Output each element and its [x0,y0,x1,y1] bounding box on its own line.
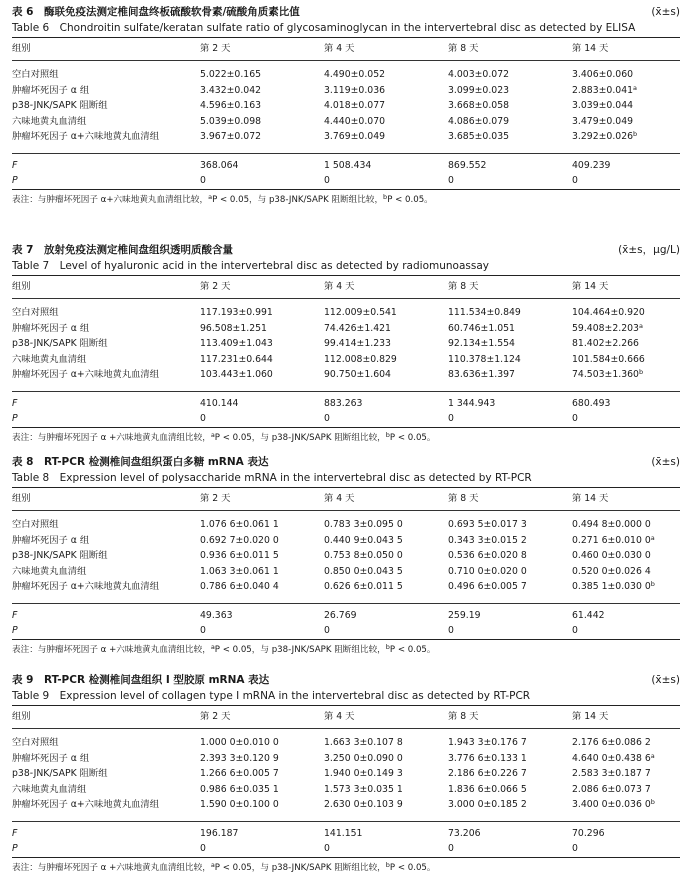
row-label: 肿瘤坏死因子 α 组 [12,534,90,546]
cell: 110.378±1.124 [448,353,521,365]
cell: 5.022±0.165 [200,69,262,80]
header-group: 组别 [12,43,31,54]
cell-value: 3.400 0±0.036 0 [572,799,651,810]
table-note [12,858,680,878]
note-part: P < 0.05，与 p38-JNK/SAPK 阻断组比较， [214,644,386,655]
stat-label: F [12,159,18,171]
cell: 410.144 [200,397,239,409]
table-row [12,579,680,595]
cell: 0.626 6±0.011 5 [324,581,403,592]
cell: 61.442 [572,609,605,621]
cell: 0 [324,175,330,186]
table-8 [12,454,680,660]
cell: 1.940 0±0.149 3 [324,768,403,779]
table-note [12,428,680,448]
cell: 73.206 [448,827,481,839]
table-row [12,517,680,533]
cell: 92.134±1.554 [448,338,515,349]
cell: 0.692 7±0.020 0 [200,534,279,546]
table-row [12,766,680,782]
cell: 0.693 5±0.017 3 [448,519,527,530]
table-row [12,83,680,99]
cell: 4.490±0.052 [324,69,386,80]
unit-label: (x̄±s) [651,674,680,686]
cell-with-mark [572,321,680,337]
caption-en: Table 9 Expression level of collagen type I mRNA in the intervertebral disc as detected by RT-PCR [12,690,531,702]
cell: 0.460 0±0.030 0 [572,550,651,561]
cell: 2.630 0±0.103 9 [324,799,403,810]
cell: 0 [572,625,578,636]
stat-label: P [12,175,18,186]
header-group: 组别 [12,281,31,292]
row-label: 肿瘤坏死因子 α 组 [12,322,90,334]
cell: 113.409±1.043 [200,338,273,349]
cell: 0 [324,625,330,636]
unit-label: (x̄±s) [651,6,680,18]
table-row [12,564,680,580]
stats-row-p [12,411,680,427]
header-day4: 第 4 天 [324,281,355,292]
row-label: p38-JNK/SAPK 阻断组 [12,338,108,349]
cell: 3.769±0.049 [324,131,386,142]
cell: 1.000 0±0.010 0 [200,737,279,748]
sig-mark: b [638,368,644,376]
stats-row-f [12,608,680,624]
cell-value: 2.883±0.041 [572,84,634,96]
cell: 0 [200,175,206,186]
cell-value: 0.271 6±0.010 0 [572,534,651,546]
cell: 3.432±0.042 [200,84,262,96]
cell: 883.263 [324,397,363,409]
stats-row-p [12,623,680,639]
cell: 103.443±1.060 [200,369,273,380]
note-part: P < 0.05，与 p38-JNK/SAPK 阻断组比较， [214,432,386,443]
cell: 1.943 3±0.176 7 [448,737,527,748]
cell: 104.464±0.920 [572,307,645,318]
cell: 0.710 0±0.020 0 [448,565,527,577]
cell: 70.296 [572,827,605,839]
cell: 4.003±0.072 [448,69,510,80]
note-mark: a [210,642,215,651]
cell: 0.496 6±0.005 7 [448,581,527,592]
header-row [12,276,680,298]
stat-label: F [12,397,18,409]
row-label: 六味地黄丸血清组 [12,783,87,795]
caption-en: Table 6 Chondroitin sulfate/keratan sulfate ratio of glycosaminoglycan in the intervertebral disc as detected by ELISA [12,22,636,34]
note-part: P < 0.05，与 p38-JNK/SAPK 阻断组比较， [212,194,384,205]
cell: 0.440 9±0.043 5 [324,534,403,546]
cell: 81.402±2.266 [572,338,639,349]
note-part: 表注：与肿瘤坏死因子 α +六味地黄丸血清组比较， [12,862,211,873]
header-day14: 第 14 天 [572,281,609,292]
cell: 1.836 6±0.066 5 [448,783,527,795]
cell: 2.086 6±0.073 7 [572,783,651,795]
cell-with-mark [572,533,680,549]
cell-value: 3.292±0.026 [572,131,634,142]
cell: 3.250 0±0.090 0 [324,752,403,764]
cell: 1.590 0±0.100 0 [200,799,279,810]
cell: 680.493 [572,397,611,409]
cell: 1.663 3±0.107 8 [324,737,403,748]
cell-value: 59.408±2.203 [572,322,639,334]
cell: 0 [200,843,206,854]
row-label: 肿瘤坏死因子 α+六味地黄丸血清组 [12,131,160,142]
row-label: 肿瘤坏死因子 α+六味地黄丸血清组 [12,581,160,592]
row-label: 肿瘤坏死因子 α+六味地黄丸血清组 [12,369,160,380]
cell: 2.186 6±0.226 7 [448,768,527,779]
header-day4: 第 4 天 [324,43,355,54]
cell-with-mark [572,129,680,145]
sig-mark: a [650,751,655,760]
table-6 [12,4,680,210]
table-row [12,305,680,321]
row-label: 肿瘤坏死因子 α 组 [12,752,90,764]
header-day2: 第 2 天 [200,711,231,722]
table-caption [12,242,680,275]
row-label: p38-JNK/SAPK 阻断组 [12,100,108,111]
cell: 0 [200,625,206,636]
cell: 117.193±0.991 [200,307,273,318]
caption-zh: 表 8 RT-PCR 检测椎间盘组织蛋白多糖 mRNA 表达 [12,456,269,468]
stats-row-p [12,173,680,189]
table-row [12,367,680,383]
cell: 1.266 6±0.005 7 [200,768,279,779]
row-label: 肿瘤坏死因子 α 组 [12,84,90,96]
table-row [12,352,680,368]
cell: 3.099±0.023 [448,84,510,96]
cell: 0 [448,175,454,186]
cell: 0.494 8±0.000 0 [572,519,651,530]
header-row [12,38,680,60]
table-caption [12,672,680,705]
table-7 [12,242,680,448]
cell: 0.786 6±0.040 4 [200,581,279,592]
cell: 1.076 6±0.061 1 [200,519,279,530]
header-day2: 第 2 天 [200,281,231,292]
header-day4: 第 4 天 [324,493,355,504]
cell: 0 [448,843,454,854]
table-note [12,640,680,660]
row-label: 空白对照组 [12,307,59,318]
stat-label: P [12,413,18,424]
caption-zh: 表 9 RT-PCR 检测椎间盘组织 Ⅰ 型胶原 mRNA 表达 [12,674,270,686]
cell: 141.151 [324,827,363,839]
header-row [12,706,680,728]
sig-mark: a [633,83,638,92]
cell: 196.187 [200,827,239,839]
cell: 0 [200,413,206,424]
cell: 112.009±0.541 [324,307,397,318]
caption-zh: 表 6 酶联免疫法测定椎间盘终板硫酸软骨素/硫酸角质素比值 [12,6,300,18]
stat-label: F [12,609,18,621]
cell: 4.440±0.070 [324,115,386,127]
cell: 117.231±0.644 [200,353,273,365]
row-label: p38-JNK/SAPK 阻断组 [12,768,108,779]
row-label: 六味地黄丸血清组 [12,565,87,577]
cell: 0.986 6±0.035 1 [200,783,279,795]
row-label: 六味地黄丸血清组 [12,115,87,127]
unit-label: (x̄±s，μg/L) [618,244,680,256]
cell: 0.850 0±0.043 5 [324,565,403,577]
cell: 3.776 6±0.133 1 [448,752,527,764]
cell: 3.479±0.049 [572,115,634,127]
table-row [12,67,680,83]
cell: 60.746±1.051 [448,322,515,334]
sig-mark: a [650,533,655,542]
cell: 0.936 6±0.011 5 [200,550,279,561]
cell: 0 [448,625,454,636]
caption-en: Table 7 Level of hyaluronic acid in the intervertebral disc as detected by radiomunoassay [12,260,489,272]
cell: 3.668±0.058 [448,100,510,111]
cell: 26.769 [324,609,357,621]
table-row [12,114,680,130]
note-part: P < 0.05，与 p38-JNK/SAPK 阻断组比较， [214,862,386,873]
table-row [12,129,680,145]
cell: 409.239 [572,159,611,171]
header-day8: 第 8 天 [448,43,479,54]
note-mark: a [210,430,215,439]
cell: 101.584±0.666 [572,353,645,365]
header-day14: 第 14 天 [572,43,609,54]
note-part: 表注：与肿瘤坏死因子 α +六味地黄丸血清组比较， [12,432,211,443]
cell: 90.750±1.604 [324,369,391,380]
header-day2: 第 2 天 [200,43,231,54]
note-mark: a [208,192,213,201]
cell: 0.783 3±0.095 0 [324,519,403,530]
cell: 3.039±0.044 [572,100,634,111]
stats-row-f [12,396,680,412]
row-label: 六味地黄丸血清组 [12,353,87,365]
cell: 0.343 3±0.015 2 [448,534,527,546]
note-part: P < 0.05。 [389,862,436,873]
cell: 1 508.434 [324,159,372,171]
cell: 1.063 3±0.061 1 [200,565,279,577]
cell: 0 [572,843,578,854]
row-label: p38-JNK/SAPK 阻断组 [12,550,108,561]
note-mark: b [385,430,390,439]
stats-row-f [12,826,680,842]
table-row [12,321,680,337]
cell: 2.176 6±0.086 2 [572,737,651,748]
table-note [12,190,680,210]
cell: 869.552 [448,159,487,171]
cell: 3.967±0.072 [200,131,262,142]
header-group: 组别 [12,711,31,722]
cell-value: 4.640 0±0.438 6 [572,752,651,764]
table-row [12,751,680,767]
caption-zh: 表 7 放射免疫法测定椎间盘组织透明质酸含量 [12,244,233,256]
cell: 0.536 6±0.020 8 [448,550,527,561]
cell-with-mark [572,751,680,767]
cell: 99.414±1.233 [324,338,391,349]
table-caption [12,454,680,487]
sig-mark: a [638,321,643,330]
caption-en: Table 8 Expression level of polysaccharide mRNA in the intervertebral disc as detected by RT-PCR [12,472,532,484]
cell: 4.086±0.079 [448,115,510,127]
cell: 0 [572,175,578,186]
cell-value: 0.385 1±0.030 0 [572,581,651,592]
note-mark: b [385,860,390,869]
cell: 2.583 3±0.187 7 [572,768,651,779]
cell-with-mark [572,367,680,383]
cell: 111.534±0.849 [448,307,521,318]
header-day4: 第 4 天 [324,711,355,722]
header-day14: 第 14 天 [572,711,609,722]
stat-label: P [12,625,18,636]
header-day8: 第 8 天 [448,493,479,504]
stats-row-p [12,841,680,857]
table-caption [12,4,680,37]
header-row [12,488,680,510]
unit-label: (x̄±s) [651,456,680,468]
cell: 1.573 3±0.035 1 [324,783,403,795]
note-part: P < 0.05。 [389,432,436,443]
cell: 0.520 0±0.026 4 [572,565,651,577]
sig-mark: b [650,798,655,806]
header-day8: 第 8 天 [448,281,479,292]
cell: 0 [324,413,330,424]
stats-row-f [12,158,680,174]
cell: 3.685±0.035 [448,131,510,142]
cell: 3.000 0±0.185 2 [448,799,527,810]
table-row [12,782,680,798]
cell: 0 [324,843,330,854]
note-part: P < 0.05。 [387,194,433,205]
cell-with-mark [572,83,680,99]
header-day14: 第 14 天 [572,493,609,504]
note-mark: a [210,860,215,869]
cell: 83.636±1.397 [448,369,515,380]
cell: 1 344.943 [448,397,496,409]
table-row [12,98,680,114]
table-row [12,548,680,564]
cell: 112.008±0.829 [324,353,397,365]
cell: 3.406±0.060 [572,69,634,80]
note-mark: b [383,192,388,201]
cell: 0 [448,413,454,424]
cell: 5.039±0.098 [200,115,262,127]
cell: 0.753 8±0.050 0 [324,550,403,561]
table-row [12,735,680,751]
table-row [12,336,680,352]
row-label: 空白对照组 [12,69,59,80]
row-label: 空白对照组 [12,737,59,748]
note-mark: b [385,642,390,651]
cell: 3.119±0.036 [324,84,386,96]
header-day2: 第 2 天 [200,493,231,504]
cell: 0 [572,413,578,424]
header-group: 组别 [12,493,31,504]
cell-value: 74.503±1.360 [572,369,639,380]
row-label: 肿瘤坏死因子 α+六味地黄丸血清组 [12,799,160,810]
table-row [12,797,680,813]
cell: 259.19 [448,609,481,621]
sig-mark: b [650,580,655,588]
cell: 96.508±1.251 [200,322,267,334]
cell-with-mark [572,579,680,595]
cell: 2.393 3±0.120 9 [200,752,279,764]
cell: 4.018±0.077 [324,100,386,111]
stat-label: P [12,843,18,854]
note-part: P < 0.05。 [389,644,436,655]
cell: 368.064 [200,159,239,171]
table-row [12,533,680,549]
note-part: 表注：与肿瘤坏死因子 α+六味地黄丸血清组比较， [12,194,209,205]
cell: 4.596±0.163 [200,100,262,111]
sig-mark: b [633,130,638,138]
header-day8: 第 8 天 [448,711,479,722]
table-9 [12,672,680,878]
note-part: 表注：与肿瘤坏死因子 α +六味地黄丸血清组比较， [12,644,211,655]
cell-with-mark [572,797,680,813]
row-label: 空白对照组 [12,519,59,530]
cell: 74.426±1.421 [324,322,391,334]
stat-label: F [12,827,18,839]
cell: 49.363 [200,609,233,621]
